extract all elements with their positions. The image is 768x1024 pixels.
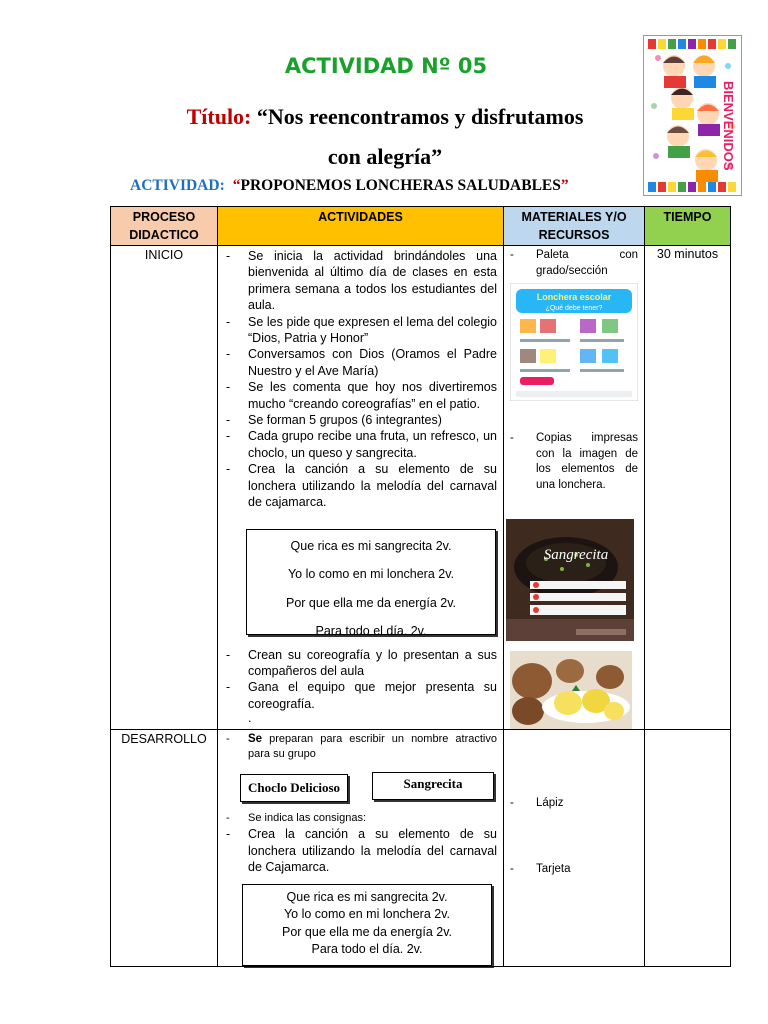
song-box-desarrollo	[242, 884, 492, 966]
header-materiales: MATERIALES Y/O RECURSOS	[504, 207, 645, 246]
sangrecita-caption: Sangrecita	[543, 547, 609, 563]
list-item: - Crean su coreografía y lo presentan a sus compañeros del aula	[226, 647, 497, 680]
inicio-materials	[504, 246, 645, 730]
list-item: - Gana el equipo que mejor presenta su coreografía.	[226, 679, 497, 712]
activity-label: ACTIVIDAD:	[130, 177, 225, 194]
title-label: Título:	[186, 104, 252, 129]
list-item: - Se forman 5 grupos (6 integrantes)	[226, 412, 497, 428]
song-line: Yo lo como en mi lonchera 2v.	[287, 567, 455, 581]
song-line: Para todo el día. 2v.	[311, 942, 423, 957]
song-line: Por que ella me da energía 2v.	[281, 924, 452, 939]
time-desarrollo	[645, 730, 731, 967]
sangrecita-photo-image	[506, 519, 634, 641]
song-box-inicio	[246, 529, 496, 638]
title-line1: “Nos reencontramos y disfrutamos	[256, 104, 584, 129]
list-item: - Copias impresas con la imagen de los elementos de una lonchera.	[510, 431, 638, 493]
header-proceso: PROCESO DIDACTICO	[111, 207, 218, 246]
welcome-badge-image	[643, 35, 742, 196]
table-row-desarrollo	[111, 730, 731, 967]
song-line: Por que ella me da energía 2v.	[285, 595, 456, 610]
list-item: - Crea la canción a su elemento de su lonchera utilizando la melodía del carnaval de Cajamarca.	[226, 826, 497, 875]
lonchera-poster-image	[510, 283, 638, 401]
desarrollo-activities	[218, 730, 504, 967]
inicio-activities	[218, 246, 504, 730]
activity-subtitle: ACTIVIDAD: “PROPONEMOS LONCHERAS SALUDABLES”	[130, 177, 569, 194]
trailing-dot: .	[248, 711, 252, 726]
list-item: - Se indica las consignas:	[226, 810, 497, 826]
poster-title: Lonchera escolar	[536, 292, 612, 302]
lesson-plan-table	[110, 206, 731, 967]
papa-queso-photo-image	[510, 651, 632, 729]
poster-subtitle: ¿Qué debe tener?	[545, 305, 603, 312]
desarrollo-materials	[504, 730, 645, 967]
song-line: Que rica es mi sangrecita 2v.	[286, 889, 448, 904]
name-example-choclo: Choclo Delicioso	[240, 774, 348, 802]
activity-name: PROPONEMOS LONCHERAS SALUDABLES	[240, 177, 561, 194]
phase-desarrollo: DESARROLLO	[111, 730, 218, 967]
list-item: - Se les pide que expresen el lema del colegio “Dios, Patria y Honor”	[226, 314, 497, 347]
list-item: - Se preparan para escribir un nombre atractivo para su grupo	[226, 732, 497, 762]
header-tiempo: TIEMPO	[645, 207, 731, 246]
list-item: - Cada grupo recibe una fruta, un refresco, un choclo, un queso y sangrecita.	[226, 428, 497, 461]
list-item: - Paleta con grado/sección	[510, 248, 638, 279]
list-item: - Crea la canción a su elemento de su lonchera utilizando la melodía del carnaval de cajamarca.	[226, 461, 497, 510]
list-item: - Se les comenta que hoy nos divertiremos mucho “creando coreografías” en el patio.	[226, 379, 497, 412]
song-line: Para todo el día. 2v.	[315, 624, 427, 638]
header-actividades: ACTIVIDADES	[218, 207, 504, 246]
song-line: Yo lo como en mi lonchera 2v.	[283, 907, 451, 922]
inicio-steps-after	[226, 647, 497, 713]
title-line2: con alegría”	[327, 144, 443, 169]
phase-inicio: INICIO	[111, 246, 218, 730]
list-item: - Conversamos con Dios (Oramos el Padre Nuestro y el Ave María)	[226, 346, 497, 379]
list-item: - Se inicia la actividad brindándoles una bienvenida al último día de clases en esta primera semana a todos los estudiantes del aula.	[226, 248, 497, 314]
activity-number: ACTIVIDAD Nº 05	[284, 54, 488, 78]
table-row-inicio	[111, 246, 731, 730]
badge-text: BIENVENIDOS	[721, 81, 736, 171]
list-item: - Tarjeta	[510, 862, 638, 878]
song-line: Que rica es mi sangrecita 2v.	[290, 538, 452, 553]
group-name-examples	[240, 772, 497, 802]
list-item: - Lápiz	[510, 796, 638, 812]
inicio-steps-list	[226, 248, 497, 511]
time-inicio: 30 minutos	[645, 246, 731, 730]
name-example-sangrecita: Sangrecita	[372, 772, 494, 800]
table-header-row	[111, 207, 731, 246]
